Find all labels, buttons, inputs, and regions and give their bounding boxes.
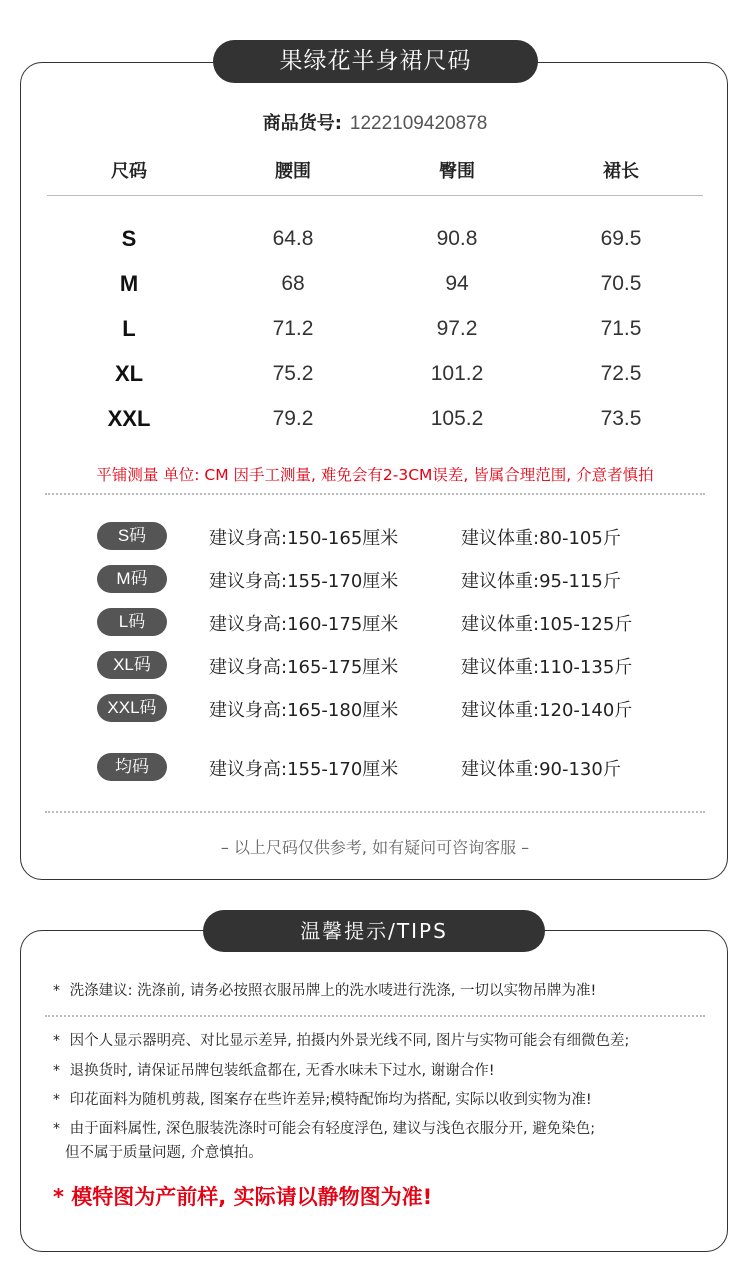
weight-recommendation: 建议体重:90-130斤 <box>461 759 621 780</box>
hip-cell: 97.2 <box>436 316 478 340</box>
height-recommendation: 建议身高:160-175厘米 <box>209 614 399 635</box>
tip-item <box>53 1117 713 1165</box>
recommendation-row <box>21 753 729 783</box>
size-cell: S <box>121 225 137 251</box>
size-table <box>47 145 703 441</box>
hip-cell: 94 <box>445 271 469 295</box>
tip-text: 洗涤建议: 洗涤前, 请务必按照衣服吊牌上的洗水唛进行洗涤, 一切以实物吊牌为准! <box>69 983 597 999</box>
height-recommendation: 建议身高:155-170厘米 <box>209 571 399 592</box>
waist-cell: 75.2 <box>272 361 314 385</box>
bullet-star: * <box>53 1121 60 1137</box>
tips-title <box>203 910 545 952</box>
measurement-warning: 平铺测量 单位: CM 因手工测量, 难免会有2-3CM误差, 皆属合理范围, 介意者慎拍 <box>96 466 654 484</box>
length-cell: 72.5 <box>600 361 642 385</box>
weight-recommendation: 建议体重:105-125斤 <box>461 614 633 635</box>
size-chart-title <box>213 40 538 83</box>
tip-text: 因个人显示器明亮、对比显示差异, 拍摄内外景光线不同, 图片与实物可能会有细微色差; <box>69 1033 630 1049</box>
tip-text-continuation: 但不属于质量问题, 介意慎拍。 <box>65 1145 263 1161</box>
size-badge: XXL码 <box>97 694 167 722</box>
header-hip: 臀围 <box>439 161 475 182</box>
recommendation-row <box>21 694 729 724</box>
size-cell: L <box>122 315 136 341</box>
dotted-divider <box>45 493 705 495</box>
waist-cell: 79.2 <box>272 406 314 430</box>
product-code-label: 商品货号: <box>262 113 342 134</box>
hip-cell: 90.8 <box>436 226 478 250</box>
size-badge: L码 <box>97 608 167 636</box>
size-cell: XL <box>114 360 144 386</box>
length-cell: 70.5 <box>600 271 642 295</box>
tip-item <box>53 1059 713 1083</box>
waist-cell: 64.8 <box>272 226 314 250</box>
size-badge: XL码 <box>97 651 167 679</box>
size-chart-card <box>20 62 728 880</box>
recommendation-row <box>21 522 729 552</box>
header-size: 尺码 <box>111 161 147 182</box>
weight-recommendation: 建议体重:110-135斤 <box>461 657 633 678</box>
table-row <box>47 216 703 261</box>
header-waist: 腰围 <box>275 161 311 182</box>
size-cell: M <box>119 270 139 296</box>
height-recommendation: 建议身高:165-180厘米 <box>209 700 399 721</box>
size-cell: XXL <box>107 405 151 431</box>
length-cell: 69.5 <box>600 226 642 250</box>
hip-cell: 101.2 <box>430 361 484 385</box>
size-badge: 均码 <box>97 753 167 781</box>
recommendation-row <box>21 565 729 595</box>
tip-item <box>53 979 713 1003</box>
hip-cell: 105.2 <box>430 406 484 430</box>
tip-text: 由于面料属性, 深色服装洗涤时可能会有轻度浮色, 建议与浅色衣服分开, 避免染色; <box>69 1121 596 1137</box>
size-table-header <box>47 145 703 196</box>
dotted-divider <box>45 1015 705 1017</box>
product-code-row <box>21 109 729 135</box>
length-cell: 73.5 <box>600 406 642 430</box>
size-badge: M码 <box>97 565 167 593</box>
product-code-value: 1222109420878 <box>349 113 488 134</box>
weight-recommendation: 建议体重:95-115斤 <box>461 571 621 592</box>
tip-item <box>53 1029 713 1053</box>
bullet-star: * <box>53 1033 60 1049</box>
model-sample-notice: * 模特图为产前样, 实际请以静物图为准! <box>53 1185 433 1209</box>
table-row <box>47 351 703 396</box>
tips-title-text: 温馨提示/TIPS <box>300 919 448 943</box>
table-row <box>47 396 703 441</box>
waist-cell: 71.2 <box>272 316 314 340</box>
tip-text: 印花面料为随机剪裁, 图案存在些许差异;模特配饰均为搭配, 实际以收到实物为准! <box>69 1092 592 1108</box>
tip-text: 退换货时, 请保证吊牌包装纸盒都在, 无香水味未下过水, 谢谢合作! <box>69 1063 495 1079</box>
header-length: 裙长 <box>603 161 639 182</box>
table-row <box>47 261 703 306</box>
waist-cell: 68 <box>281 271 305 295</box>
dotted-divider <box>45 811 705 813</box>
reference-footnote: – 以上尺码仅供参考, 如有疑问可咨询客服 – <box>220 838 530 857</box>
weight-recommendation: 建议体重:120-140斤 <box>461 700 633 721</box>
bullet-star: * <box>53 983 60 999</box>
height-recommendation: 建议身高:155-170厘米 <box>209 759 399 780</box>
length-cell: 71.5 <box>600 316 642 340</box>
height-recommendation: 建议身高:165-175厘米 <box>209 657 399 678</box>
bullet-star: * <box>53 1063 60 1079</box>
tip-item <box>53 1088 713 1112</box>
recommendation-row <box>21 608 729 638</box>
table-row <box>47 306 703 351</box>
weight-recommendation: 建议体重:80-105斤 <box>461 528 621 549</box>
size-badge: S码 <box>97 522 167 550</box>
tips-card <box>20 930 728 1252</box>
size-chart-title-text: 果绿花半身裙尺码 <box>279 48 472 74</box>
bullet-star: * <box>53 1092 60 1108</box>
height-recommendation: 建议身高:150-165厘米 <box>209 528 399 549</box>
recommendation-row <box>21 651 729 681</box>
